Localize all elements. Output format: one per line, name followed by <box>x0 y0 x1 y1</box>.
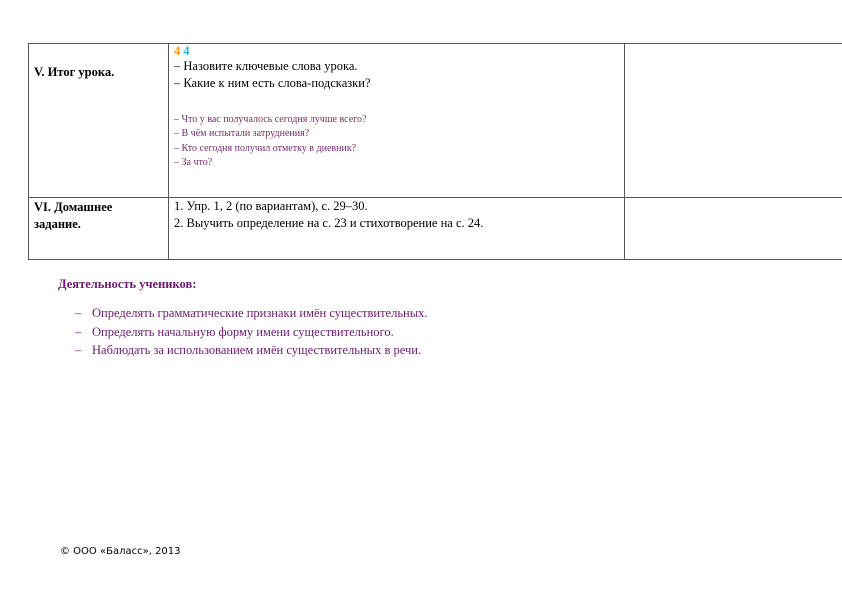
table-row <box>29 198 842 260</box>
reflection-line: – В чём испытали затруднения? <box>174 128 310 140</box>
table-row <box>29 44 842 198</box>
stage-cell <box>29 44 169 198</box>
dash-bullet: – <box>75 343 82 357</box>
notes-cell <box>625 44 842 198</box>
list-item <box>58 323 428 342</box>
homework-cell <box>169 198 625 260</box>
list-item <box>58 304 428 323</box>
stage-title: V. Итог урока. <box>34 65 115 79</box>
activities-list <box>58 304 428 360</box>
homework-line: 1. Упр. 1, 2 (по вариантам), с. 29–30. <box>174 199 368 213</box>
stage-title-line: VI. Домашнее <box>34 200 113 214</box>
marker-orange: 4 <box>174 44 181 58</box>
question-line: – Какие к ним есть слова-подсказки? <box>174 75 371 90</box>
question-line: – Назовите ключевые слова урока. <box>174 59 358 73</box>
stage-cell <box>29 198 169 260</box>
list-item-text: Наблюдать за использованием имён существительных в речи. <box>92 343 422 357</box>
reflection-block <box>174 113 620 170</box>
markers <box>174 44 620 58</box>
copyright-footer: © ООО «Баласс», 2013 <box>60 546 181 557</box>
list-item-text: Определять начальную форму имени существительного. <box>92 324 394 339</box>
reflection-line: – За что? <box>174 156 213 168</box>
dash-bullet: – <box>75 306 82 320</box>
reflection-line: – Кто сегодня получил отметку в дневник? <box>174 142 357 154</box>
activities-title: Деятельность учеников: <box>58 277 197 291</box>
marker-blue: 4 <box>183 44 190 58</box>
content-cell <box>169 44 625 198</box>
student-activities <box>58 276 428 360</box>
lesson-table <box>28 43 842 260</box>
reflection-line: – Что у вас получалось сегодня лучше всего? <box>174 114 367 125</box>
list-item <box>58 341 428 360</box>
notes-cell <box>625 198 842 260</box>
dash-bullet: – <box>75 324 82 339</box>
stage-title-line: задание. <box>34 217 81 231</box>
list-item-text: Определять грамматические признаки имён существительных. <box>92 306 428 320</box>
homework-line: 2. Выучить определение на с. 23 и стихотворение на с. 24. <box>174 215 484 230</box>
